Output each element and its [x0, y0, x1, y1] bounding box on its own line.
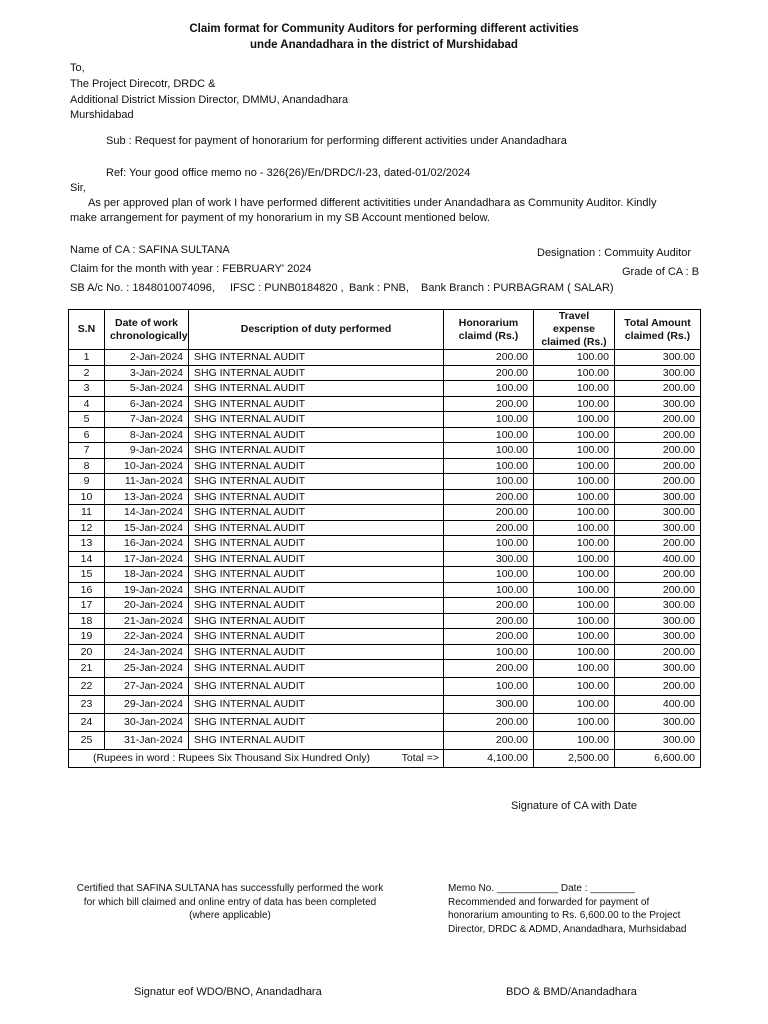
cell-description: SHG INTERNAL AUDIT [189, 696, 444, 714]
table-row [69, 613, 701, 629]
claims-table-body [69, 350, 701, 750]
cell-total: 300.00 [615, 629, 701, 645]
cell-sn: 17 [69, 598, 105, 614]
address-line3: Murshidabad [70, 109, 134, 121]
cell-travel: 100.00 [534, 396, 615, 412]
header-honorarium: Honorarium claimd (Rs.) [444, 310, 534, 350]
cell-description: SHG INTERNAL AUDIT [189, 732, 444, 750]
cell-travel: 100.00 [534, 412, 615, 428]
cell-date: 8-Jan-2024 [105, 427, 189, 443]
cell-honorarium: 100.00 [444, 678, 534, 696]
cell-honorarium: 100.00 [444, 582, 534, 598]
cell-total: 200.00 [615, 536, 701, 552]
cell-date: 31-Jan-2024 [105, 732, 189, 750]
cell-honorarium: 200.00 [444, 350, 534, 366]
cell-total: 300.00 [615, 714, 701, 732]
cell-travel: 100.00 [534, 613, 615, 629]
cell-travel: 100.00 [534, 678, 615, 696]
table-row [69, 520, 701, 536]
header-sn: S.N [69, 310, 105, 350]
claim-month: Claim for the month with year : FEBRUARY' 2024 [70, 263, 312, 275]
cell-description: SHG INTERNAL AUDIT [189, 365, 444, 381]
cell-description: SHG INTERNAL AUDIT [189, 644, 444, 660]
table-row [69, 412, 701, 428]
cell-honorarium: 200.00 [444, 598, 534, 614]
cell-description: SHG INTERNAL AUDIT [189, 714, 444, 732]
cell-travel: 100.00 [534, 427, 615, 443]
cell-honorarium: 200.00 [444, 613, 534, 629]
cell-sn: 16 [69, 582, 105, 598]
cell-sn: 7 [69, 443, 105, 459]
cell-sn: 12 [69, 520, 105, 536]
header-total: Total Amount claimed (Rs.) [615, 310, 701, 350]
table-row [69, 427, 701, 443]
total-row-cell [69, 750, 444, 768]
doc-title-line1: Claim format for Community Auditors for performing different activities [189, 23, 579, 35]
travel-total: 2,500.00 [534, 750, 615, 768]
table-row [69, 350, 701, 366]
cell-travel: 100.00 [534, 629, 615, 645]
cell-total: 300.00 [615, 732, 701, 750]
table-row [69, 443, 701, 459]
cell-description: SHG INTERNAL AUDIT [189, 613, 444, 629]
cell-sn: 6 [69, 427, 105, 443]
table-row [69, 474, 701, 490]
table-row [69, 696, 701, 714]
cell-description: SHG INTERNAL AUDIT [189, 350, 444, 366]
cell-total: 200.00 [615, 412, 701, 428]
cell-sn: 13 [69, 536, 105, 552]
table-row [69, 505, 701, 521]
cell-description: SHG INTERNAL AUDIT [189, 536, 444, 552]
table-row [69, 458, 701, 474]
table-row [69, 714, 701, 732]
cell-travel: 100.00 [534, 582, 615, 598]
cell-date: 30-Jan-2024 [105, 714, 189, 732]
cell-description: SHG INTERNAL AUDIT [189, 660, 444, 678]
cell-honorarium: 100.00 [444, 381, 534, 397]
table-total-row [69, 750, 701, 768]
cell-total: 200.00 [615, 443, 701, 459]
table-row [69, 567, 701, 583]
cell-date: 22-Jan-2024 [105, 629, 189, 645]
salutation: Sir, [70, 182, 86, 194]
certificate-line3: (where applicable) [189, 910, 271, 921]
cell-date: 21-Jan-2024 [105, 613, 189, 629]
cell-description: SHG INTERNAL AUDIT [189, 474, 444, 490]
cell-description: SHG INTERNAL AUDIT [189, 567, 444, 583]
doc-title-line2: unde Anandadhara in the district of Murshidabad [250, 39, 518, 51]
total-label: Total => [401, 752, 439, 764]
cell-date: 19-Jan-2024 [105, 582, 189, 598]
bank-branch: Bank Branch : PURBAGRAM ( SALAR) [421, 282, 614, 294]
cell-date: 7-Jan-2024 [105, 412, 189, 428]
table-row [69, 551, 701, 567]
cell-total: 200.00 [615, 582, 701, 598]
cell-total: 300.00 [615, 613, 701, 629]
cell-description: SHG INTERNAL AUDIT [189, 629, 444, 645]
table-header-row [69, 310, 701, 350]
cell-sn: 22 [69, 678, 105, 696]
cell-sn: 11 [69, 505, 105, 521]
cell-total: 300.00 [615, 350, 701, 366]
cell-total: 300.00 [615, 660, 701, 678]
cell-total: 300.00 [615, 505, 701, 521]
cell-travel: 100.00 [534, 474, 615, 490]
cell-honorarium: 200.00 [444, 365, 534, 381]
cell-sn: 2 [69, 365, 105, 381]
cell-description: SHG INTERNAL AUDIT [189, 678, 444, 696]
header-date: Date of work chronologically [105, 310, 189, 350]
cell-description: SHG INTERNAL AUDIT [189, 551, 444, 567]
cell-sn: 15 [69, 567, 105, 583]
table-row [69, 660, 701, 678]
cell-date: 18-Jan-2024 [105, 567, 189, 583]
cell-total: 300.00 [615, 396, 701, 412]
cell-honorarium: 100.00 [444, 644, 534, 660]
cell-travel: 100.00 [534, 489, 615, 505]
cell-sn: 23 [69, 696, 105, 714]
cell-total: 200.00 [615, 381, 701, 397]
cell-honorarium: 200.00 [444, 396, 534, 412]
cell-sn: 9 [69, 474, 105, 490]
cell-total: 400.00 [615, 551, 701, 567]
honorarium-total: 4,100.00 [444, 750, 534, 768]
table-row [69, 644, 701, 660]
cell-honorarium: 200.00 [444, 732, 534, 750]
cell-date: 14-Jan-2024 [105, 505, 189, 521]
cell-travel: 100.00 [534, 551, 615, 567]
ca-signature-label: Signature of CA with Date [511, 800, 637, 812]
header-description: Description of duty performed [189, 310, 444, 350]
cell-travel: 100.00 [534, 365, 615, 381]
cell-honorarium: 200.00 [444, 520, 534, 536]
cell-total: 200.00 [615, 567, 701, 583]
cell-honorarium: 200.00 [444, 489, 534, 505]
cell-sn: 20 [69, 644, 105, 660]
cell-date: 9-Jan-2024 [105, 443, 189, 459]
memo-block [448, 882, 686, 936]
cell-date: 5-Jan-2024 [105, 381, 189, 397]
cell-sn: 5 [69, 412, 105, 428]
table-row [69, 396, 701, 412]
cell-description: SHG INTERNAL AUDIT [189, 505, 444, 521]
table-row [69, 678, 701, 696]
cell-sn: 10 [69, 489, 105, 505]
cell-description: SHG INTERNAL AUDIT [189, 443, 444, 459]
cell-date: 17-Jan-2024 [105, 551, 189, 567]
cell-description: SHG INTERNAL AUDIT [189, 396, 444, 412]
cell-date: 16-Jan-2024 [105, 536, 189, 552]
cell-travel: 100.00 [534, 536, 615, 552]
address-line2: Additional District Mission Director, DMMU, Anandadhara [70, 94, 349, 106]
ca-name: Name of CA : SAFINA SULTANA [70, 244, 230, 256]
cell-travel: 100.00 [534, 443, 615, 459]
grand-total: 6,600.00 [615, 750, 701, 768]
cell-travel: 100.00 [534, 458, 615, 474]
body-line1: As per approved plan of work I have performed different activitities under Anandadhara as Community Auditor. Kindly [88, 197, 657, 209]
address-line1: The Project Direcotr, DRDC & [70, 78, 216, 90]
cell-honorarium: 100.00 [444, 474, 534, 490]
cell-date: 29-Jan-2024 [105, 696, 189, 714]
cell-sn: 18 [69, 613, 105, 629]
cell-description: SHG INTERNAL AUDIT [189, 427, 444, 443]
certificate-line1: Certified that SAFINA SULTANA has successfully performed the work [76, 883, 384, 894]
sb-account: SB A/c No. : 1848010074096, [70, 282, 215, 294]
table-row [69, 489, 701, 505]
cell-travel: 100.00 [534, 696, 615, 714]
ifsc-code: IFSC : PUNB0184820 , [230, 282, 344, 294]
bank-name: Bank : PNB, [349, 282, 409, 294]
cell-travel: 100.00 [534, 714, 615, 732]
cell-date: 2-Jan-2024 [105, 350, 189, 366]
cell-honorarium: 100.00 [444, 412, 534, 428]
cell-description: SHG INTERNAL AUDIT [189, 381, 444, 397]
cell-travel: 100.00 [534, 350, 615, 366]
wdo-signature-label: Signatur eof WDO/BNO, Anandadhara [134, 986, 322, 998]
cell-sn: 1 [69, 350, 105, 366]
cell-honorarium: 300.00 [444, 551, 534, 567]
memo-line1: Memo No. ___________ Date : ________ [448, 883, 635, 894]
table-row [69, 381, 701, 397]
cell-honorarium: 100.00 [444, 536, 534, 552]
cell-travel: 100.00 [534, 644, 615, 660]
cell-total: 300.00 [615, 598, 701, 614]
cell-date: 15-Jan-2024 [105, 520, 189, 536]
ca-designation: Designation : Commuity Auditor [537, 247, 692, 259]
cell-total: 300.00 [615, 365, 701, 381]
cell-total: 200.00 [615, 427, 701, 443]
cell-total: 300.00 [615, 520, 701, 536]
cell-total: 200.00 [615, 644, 701, 660]
cell-description: SHG INTERNAL AUDIT [189, 598, 444, 614]
cell-total: 200.00 [615, 474, 701, 490]
cell-description: SHG INTERNAL AUDIT [189, 412, 444, 428]
ca-grade: Grade of CA : B [622, 266, 700, 278]
table-row [69, 598, 701, 614]
table-row [69, 582, 701, 598]
cell-honorarium: 200.00 [444, 714, 534, 732]
cell-sn: 8 [69, 458, 105, 474]
cell-honorarium: 100.00 [444, 567, 534, 583]
cell-date: 24-Jan-2024 [105, 644, 189, 660]
reference-line: Ref: Your good office memo no - 326(26)/En/DRDC/I-23, dated-01/02/2024 [106, 167, 471, 179]
cell-travel: 100.00 [534, 660, 615, 678]
cell-honorarium: 100.00 [444, 427, 534, 443]
cell-honorarium: 100.00 [444, 458, 534, 474]
certificate-line2: for which bill claimed and online entry of data has been completed [83, 896, 377, 908]
cell-date: 25-Jan-2024 [105, 660, 189, 678]
cell-sn: 19 [69, 629, 105, 645]
memo-line2: Recommended and forwarded for payment of [448, 896, 650, 908]
cell-date: 11-Jan-2024 [105, 474, 189, 490]
cell-travel: 100.00 [534, 732, 615, 750]
cell-date: 27-Jan-2024 [105, 678, 189, 696]
cell-travel: 100.00 [534, 505, 615, 521]
cell-date: 13-Jan-2024 [105, 489, 189, 505]
cell-sn: 24 [69, 714, 105, 732]
cell-date: 20-Jan-2024 [105, 598, 189, 614]
cell-honorarium: 100.00 [444, 443, 534, 459]
memo-line3: honorarium amounting to Rs. 6,600.00 to the Project [448, 910, 681, 921]
cell-total: 200.00 [615, 458, 701, 474]
bdo-signature-label: BDO & BMD/Anandadhara [506, 986, 637, 998]
cell-description: SHG INTERNAL AUDIT [189, 489, 444, 505]
cell-total: 200.00 [615, 678, 701, 696]
cell-total: 400.00 [615, 696, 701, 714]
cell-sn: 21 [69, 660, 105, 678]
memo-line4: Director, DRDC & ADMD, Anandadhara, Murhsidabad [448, 923, 687, 935]
table-row [69, 732, 701, 750]
cell-description: SHG INTERNAL AUDIT [189, 582, 444, 598]
certificate-block [60, 882, 400, 923]
cell-honorarium: 200.00 [444, 629, 534, 645]
cell-honorarium: 300.00 [444, 696, 534, 714]
cell-date: 3-Jan-2024 [105, 365, 189, 381]
cell-travel: 100.00 [534, 598, 615, 614]
header-travel: Travel expense claimed (Rs.) [534, 310, 615, 350]
cell-total: 300.00 [615, 489, 701, 505]
cell-travel: 100.00 [534, 520, 615, 536]
cell-sn: 14 [69, 551, 105, 567]
cell-description: SHG INTERNAL AUDIT [189, 520, 444, 536]
cell-sn: 3 [69, 381, 105, 397]
claims-table [68, 309, 701, 768]
body-line2: make arrangement for payment of my honorarium in my SB Account mentioned below. [70, 212, 491, 224]
subject-line: Sub : Request for payment of honorarium for performing different activities under Anandadhara [106, 135, 567, 147]
cell-honorarium: 200.00 [444, 660, 534, 678]
cell-honorarium: 200.00 [444, 505, 534, 521]
cell-date: 10-Jan-2024 [105, 458, 189, 474]
amount-in-words: (Rupees in word : Rupees Six Thousand Six Hundred Only) [93, 752, 371, 764]
address-to: To, [70, 62, 85, 74]
cell-travel: 100.00 [534, 567, 615, 583]
table-row [69, 365, 701, 381]
cell-date: 6-Jan-2024 [105, 396, 189, 412]
cell-travel: 100.00 [534, 381, 615, 397]
table-row [69, 629, 701, 645]
table-row [69, 536, 701, 552]
cell-sn: 4 [69, 396, 105, 412]
cell-description: SHG INTERNAL AUDIT [189, 458, 444, 474]
cell-sn: 25 [69, 732, 105, 750]
